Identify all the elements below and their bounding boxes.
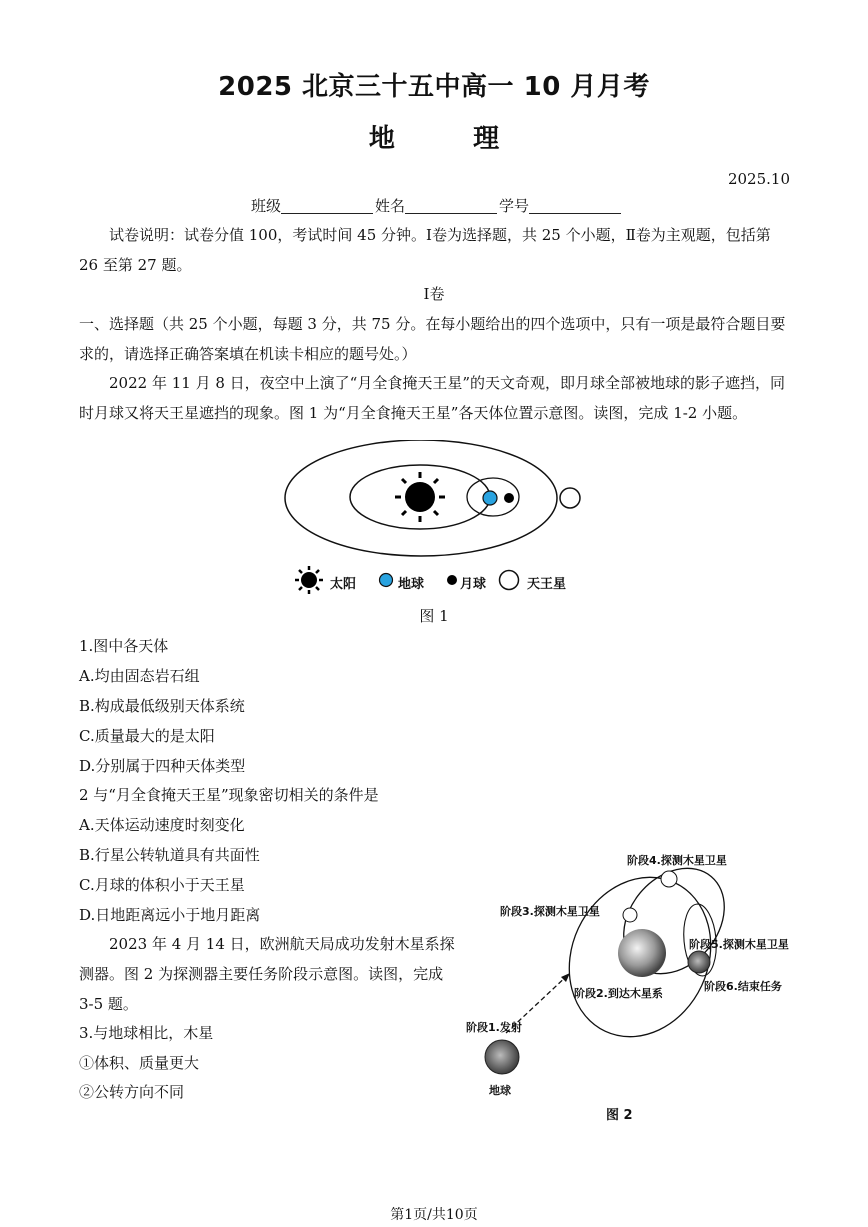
legend-moon-label: 月球 (460, 577, 487, 592)
q2-option-b: B.行星公转轨道具有共面性 (79, 846, 260, 864)
q1-option-b: B.构成最低级别天体系统 (79, 697, 245, 715)
section-title: Ⅰ卷 (423, 285, 445, 303)
section-instr-2: 求的，请选择正确答案填在机读卡相应的题号处。） (79, 345, 417, 363)
fig2-stage1-label: 阶段1.发射 (466, 1021, 522, 1034)
legend-moon-icon (446, 574, 458, 586)
figure1-legend (294, 566, 594, 594)
figure1-caption: 图 1 (419, 607, 449, 625)
legend-sun-icon (294, 566, 324, 594)
fig2-stage2-label: 阶段2.到达木星系 (574, 987, 663, 1000)
id-blank (529, 199, 621, 214)
legend-uranus-icon (498, 569, 520, 591)
exam-title: 2025 北京三十五中高一 10 月月考 (218, 72, 650, 102)
q2-option-c: C.月球的体积小于天王星 (79, 876, 245, 894)
fig2-stage4-label: 阶段4.探测木星卫星 (627, 854, 727, 867)
earth-icon (483, 491, 497, 505)
subject-char-2: 理 (473, 124, 500, 154)
q3-item-2: ②公转方向不同 (79, 1083, 185, 1101)
passage1-line-1: 2022 年 11 月 8 日，夜空中上演了“月全食掩天王星”的天文奇观，即月球全部被地球的影子遮挡，同 (109, 374, 785, 392)
passage2-line-1: 2023 年 4 月 14 日，欧洲航天局成功发射木星系探 (109, 935, 455, 953)
section-instr-1: 一、选择题（共 25 个小题，每题 3 分，共 75 分。在每小题给出的四个选项中，只有一项是最符合题目要 (79, 315, 786, 333)
fig2-earth-label: 地球 (489, 1084, 511, 1097)
name-label: 姓名 (375, 197, 406, 215)
subject-title (0, 118, 868, 155)
subject-char-1: 地 (368, 124, 395, 154)
passage2-line-3: 3-5 题。 (79, 995, 138, 1013)
q2-stem: 2 与“月全食掩天王星”现象密切相关的条件是 (79, 786, 379, 804)
fig2-stage6-label: 阶段6.结束任务 (704, 980, 782, 993)
student-info-line (251, 199, 623, 214)
q1-stem: 1.图中各天体 (79, 637, 169, 655)
name-blank (405, 199, 497, 214)
q3-stem: 3.与地球相比，木星 (79, 1024, 214, 1042)
earth-fig2-icon (485, 1040, 519, 1074)
q2-option-d: D.日地距离远小于地月距离 (79, 906, 261, 924)
q2-option-a: A.天体运动速度时刻变化 (79, 816, 245, 834)
class-label: 班级 (251, 197, 282, 215)
uranus-icon (560, 488, 580, 508)
legend-earth-label: 地球 (398, 577, 425, 592)
intro-line-1: 试卷说明：试卷分值 100，考试时间 45 分钟。Ⅰ卷为选择题，共 25 个小题，Ⅱ卷为主观题，包括第 (109, 226, 771, 244)
jupiter-icon (618, 929, 666, 977)
page-footer: 第1页/共10页 (390, 1207, 478, 1223)
q3-item-1: ①体积、质量更大 (79, 1054, 200, 1072)
passage2-line-2: 测器。图 2 为探测器主要任务阶段示意图。读图，完成 (79, 965, 444, 983)
q1-option-a: A.均由固态岩石组 (79, 667, 200, 685)
id-label: 学号 (499, 197, 530, 215)
intro-line-2: 26 至第 27 题。 (79, 256, 192, 274)
moon-stage3-icon (623, 908, 637, 922)
figure2-caption: 图 2 (606, 1108, 633, 1123)
legend-earth-icon (378, 572, 394, 588)
moon-stage4-icon (661, 871, 677, 887)
class-blank (281, 199, 373, 214)
legend-uranus-label: 天王星 (527, 577, 567, 592)
q1-option-c: C.质量最大的是太阳 (79, 727, 215, 745)
legend-sun-label: 太阳 (330, 577, 357, 592)
exam-date: 2025.10 (727, 170, 790, 188)
fig2-stage5-label: 阶段5.探测木星卫星 (689, 938, 789, 951)
fig2-stage3-label: 阶段3.探测木星卫星 (500, 905, 600, 918)
passage1-line-2: 时月球又将天王星遮挡的现象。图 1 为“月全食掩天王星”各天体位置示意图。读图，完成 1-2 小题。 (79, 404, 748, 422)
stage4-orbit (603, 848, 745, 993)
ganymede-icon (688, 951, 710, 973)
sun-icon (395, 472, 445, 522)
q1-option-d: D.分别属于四种天体类型 (79, 757, 246, 775)
moon-icon (504, 493, 514, 503)
